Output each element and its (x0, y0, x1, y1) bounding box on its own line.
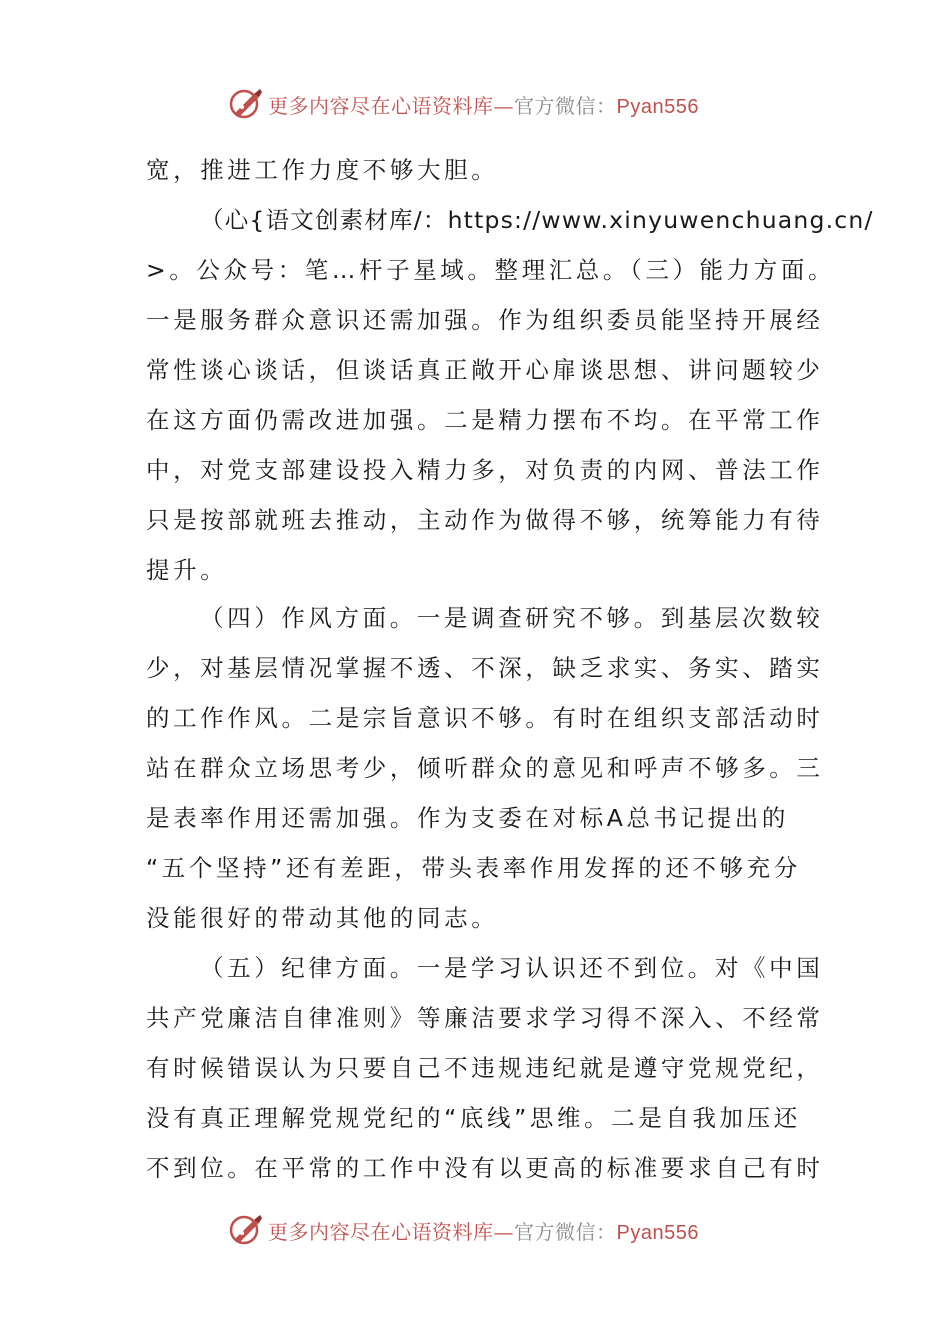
header-banner-text: 更多内容尽在心语资料库—官方微信：Pyan556 (268, 93, 699, 118)
text-line-1: 宽，推进工作力度不够大胆。 (146, 156, 499, 184)
text-line-12: 的工作作风。二是宗旨意识不够。有时在组织支部活动时 (146, 704, 824, 732)
text-line-20: 没有真正理解党规党纪的“底线”思维。二是自我加压还 (146, 1104, 801, 1132)
text-line-2: （心{语文创素材库/：https://www.xinyuwenchuang.cn/ (200, 206, 874, 234)
text-line-9: 提升。 (146, 556, 228, 584)
text-line-11: 少，对基层情况掌握不透、不深，缺乏求实、务实、踏实 (146, 654, 824, 682)
text-line-8: 只是按部就班去推动，主动作为做得不够，统筹能力有待 (146, 506, 824, 534)
text-line-15: “五个坚持”还有差距，带头表率作用发挥的还不够充分 (146, 854, 801, 882)
text-line-14: 是表率作用还需加强。作为支委在对标A总书记提出的 (146, 804, 789, 832)
header-banner (228, 84, 748, 124)
text-line-13: 站在群众立场思考少，倾听群众的意见和呼声不够多。三 (146, 754, 824, 782)
text-line-3: >。公众号：笔…杆子星域。整理汇总。（三）能力方面。 (146, 256, 836, 284)
text-line-19: 有时候错误认为只要自己不违规违纪就是遵守党规党纪， (146, 1054, 824, 1082)
pen-logo-icon (228, 1212, 264, 1248)
footer-banner (228, 1210, 748, 1250)
text-line-6: 在这方面仍需改进加强。二是精力摆布不均。在平常工作 (146, 406, 824, 434)
text-line-4: 一是服务群众意识还需加强。作为组织委员能坚持开展经 (146, 306, 824, 334)
text-line-10: （四）作风方面。一是调查研究不够。到基层次数较 (200, 604, 824, 632)
text-line-16: 没能很好的带动其他的同志。 (146, 904, 499, 932)
text-line-5: 常性谈心谈话，但谈话真正敞开心扉谈思想、讲问题较少 (146, 356, 824, 384)
pen-logo-icon (228, 86, 264, 122)
footer-banner-text: 更多内容尽在心语资料库—官方微信：Pyan556 (268, 1219, 699, 1244)
text-line-17: （五）纪律方面。一是学习认识还不到位。对《中国 (200, 954, 824, 982)
text-line-7: 中，对党支部建设投入精力多，对负责的内网、普法工作 (146, 456, 824, 484)
text-line-18: 共产党廉洁自律准则》等廉洁要求学习得不深入、不经常 (146, 1004, 824, 1032)
text-line-21: 不到位。在平常的工作中没有以更高的标准要求自己有时 (146, 1154, 824, 1182)
